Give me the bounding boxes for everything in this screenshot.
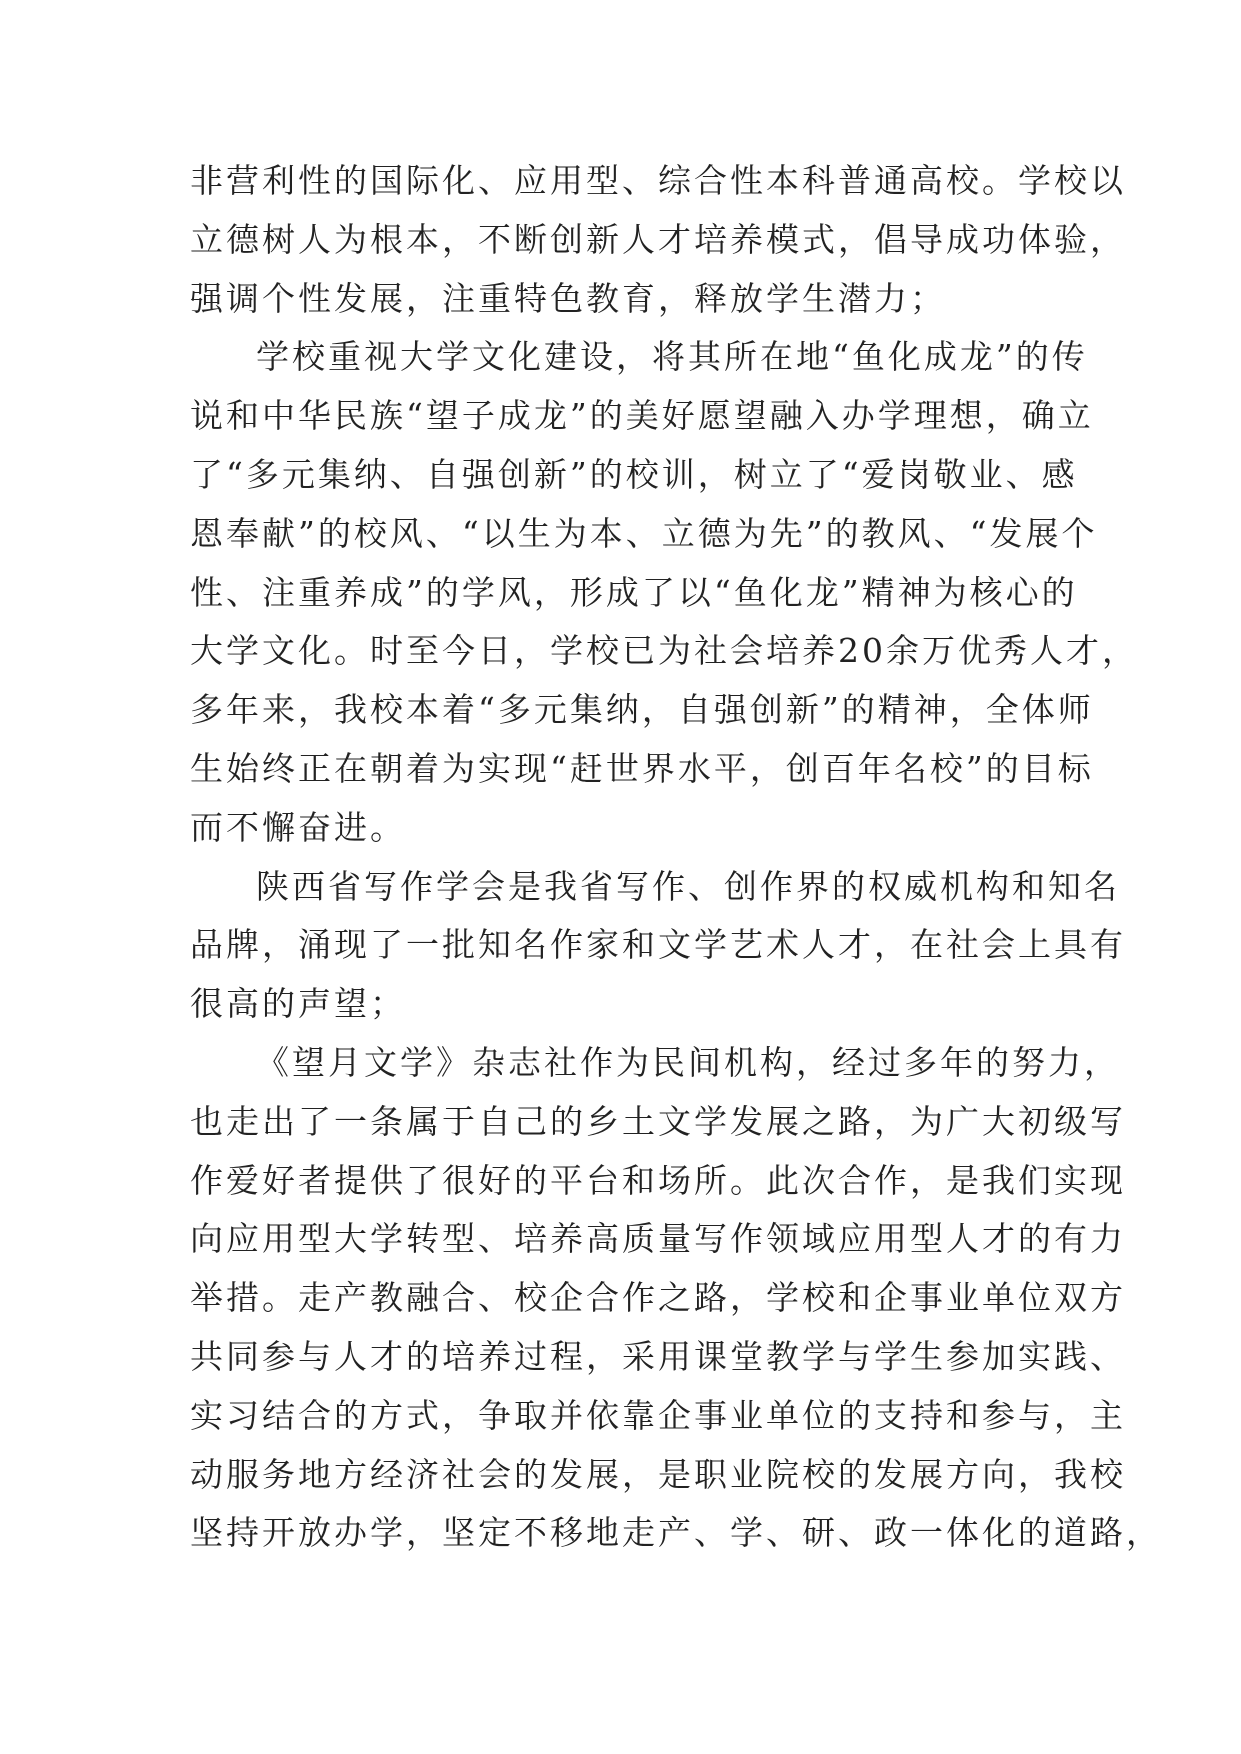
text-line: 多年来，我校本着“多元集纳，自强创新”的精神，全体师 bbox=[190, 690, 1094, 730]
text-line: 说和中华民族“望子成龙”的美好愿望融入办学理想，确立 bbox=[190, 396, 1094, 436]
text-line: 很高的声望； bbox=[190, 984, 406, 1024]
text-line: 恩奉献”的校风、“以生为本、立德为先”的教风、“发展个 bbox=[190, 513, 1098, 553]
text-line: 《望月文学》杂志社作为民间机构，经过多年的努力， bbox=[256, 1042, 1120, 1082]
text-line: 大学文化。时至今日，学校已为社会培养20余万优秀人才， bbox=[190, 631, 1138, 671]
text-line: 坚持开放办学，坚定不移地走产、学、研、政一体化的道路， bbox=[190, 1513, 1162, 1553]
text-line: 也走出了一条属于自己的乡土文学发展之路，为广大初级写 bbox=[190, 1101, 1126, 1141]
text-line: 作爱好者提供了很好的平台和场所。此次合作，是我们实现 bbox=[190, 1160, 1126, 1200]
text-line: 陕西省写作学会是我省写作、创作界的权威机构和知名 bbox=[256, 866, 1120, 906]
text-line: 学校重视大学文化建设，将其所在地“鱼化成龙”的传 bbox=[256, 337, 1088, 377]
text-line: 生始终正在朝着为实现“赶世界水平，创百年名校”的目标 bbox=[190, 748, 1094, 788]
text-line: 品牌，涌现了一批知名作家和文学艺术人才，在社会上具有 bbox=[190, 925, 1126, 965]
text-line: 而不懈奋进。 bbox=[190, 807, 406, 847]
text-line: 实习结合的方式，争取并依靠企事业单位的支持和参与，主 bbox=[190, 1395, 1126, 1435]
paragraph-1 bbox=[190, 152, 1126, 328]
text-line: 了“多元集纳、自强创新”的校训，树立了“爱岗敬业、感 bbox=[190, 454, 1078, 494]
text-line: 举措。走产教融合、校企合作之路，学校和企事业单位双方 bbox=[190, 1278, 1126, 1318]
text-line: 立德树人为根本，不断创新人才培养模式，倡导成功体验， bbox=[190, 219, 1126, 259]
body-text bbox=[190, 152, 1162, 1563]
paragraph-4 bbox=[190, 1034, 1162, 1563]
text-line: 强调个性发展，注重特色教育，释放学生潜力； bbox=[190, 278, 946, 318]
text-line: 向应用型大学转型、培养高质量写作领域应用型人才的有力 bbox=[190, 1219, 1126, 1259]
text-line: 共同参与人才的培养过程，采用课堂教学与学生参加实践、 bbox=[190, 1336, 1126, 1376]
text-line: 性、注重养成”的学风，形成了以“鱼化龙”精神为核心的 bbox=[190, 572, 1078, 612]
text-line: 非营利性的国际化、应用型、综合性本科普通高校。学校以 bbox=[190, 161, 1126, 200]
paragraph-3 bbox=[190, 858, 1126, 1034]
paragraph-2 bbox=[190, 328, 1138, 857]
text-line: 动服务地方经济社会的发展，是职业院校的发展方向，我校 bbox=[190, 1454, 1126, 1494]
